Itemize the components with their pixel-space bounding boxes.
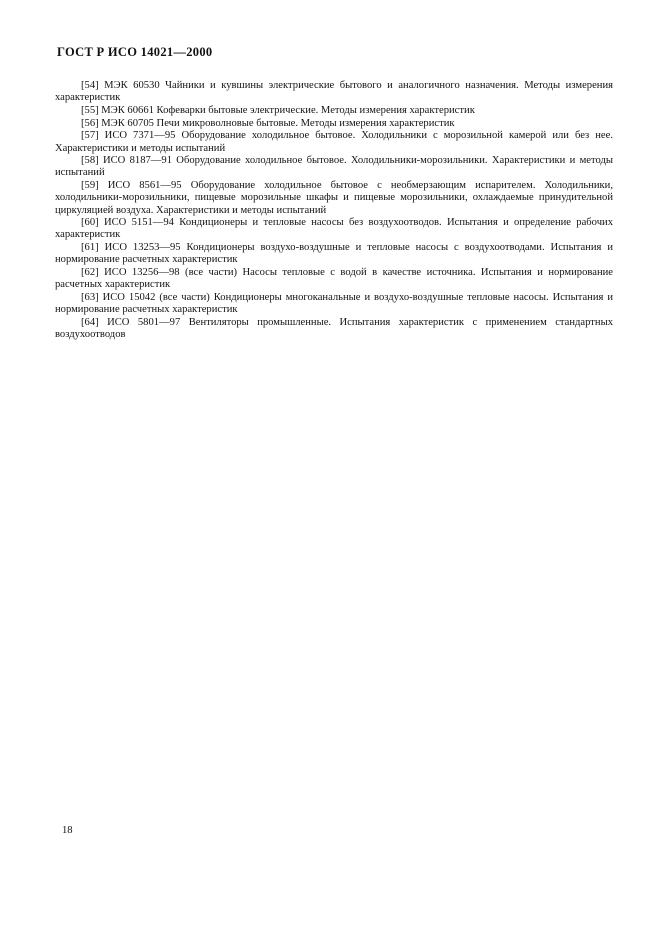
reference-entry: [60] ИСО 5151—94 Кондиционеры и тепловые насосы без воздухоотводов. Испытания и определение рабочих характеристик	[55, 217, 613, 241]
reference-entry: [58] ИСО 8187—91 Оборудование холодильное бытовое. Холодильники-морозильники. Характеристики и методы испытаний	[55, 155, 613, 179]
reference-entry: [61] ИСО 13253—95 Кондиционеры воздухо-воздушные и тепловые насосы с воздухоотводами. Испытания и нормирование расчетных характеристик	[55, 242, 613, 266]
standard-header: ГОСТ Р ИСО 14021—2000	[57, 45, 213, 59]
references-list	[55, 80, 613, 341]
reference-entry: [63] ИСО 15042 (все части) Кондиционеры многоканальные и воздухо-воздушные тепловые насосы. Испытания и нормирование расчетных характеристик	[55, 291, 613, 316]
reference-entry: [59] ИСО 8561—95 Оборудование холодильное бытовое с необмерзающим испарителем. Холодильники, холодильники-морозильники, пищевые морозильные шкафы и пищевые морозильники, охлаждаемые принудительной циркуляцией воздуха. Характеристики и методы испытаний	[55, 180, 613, 216]
reference-entry: [56] МЭК 60705 Печи микроволновые бытовые. Методы измерения характеристик	[81, 117, 455, 129]
reference-entry: [54] МЭК 60530 Чайники и кувшины электрические бытового и аналогичного назначения. Методы измерения характеристик	[55, 80, 613, 104]
page-number: 18	[62, 825, 73, 836]
reference-entry: [55] МЭК 60661 Кофеварки бытовые электрические. Методы измерения характеристик	[81, 104, 475, 116]
reference-entry: [64] ИСО 5801—97 Вентиляторы промышленные. Испытания характеристик с применением стандартных воздухоотводов	[55, 316, 613, 341]
reference-entry: [62] ИСО 13256—98 (все части) Насосы тепловые с водой в качестве источника. Испытания и нормирование расчетных характеристик	[55, 267, 613, 291]
reference-entry: [57] ИСО 7371—95 Оборудование холодильное бытовое. Холодильники с морозильной камерой или без нее. Характеристики и методы испытаний	[55, 130, 613, 154]
